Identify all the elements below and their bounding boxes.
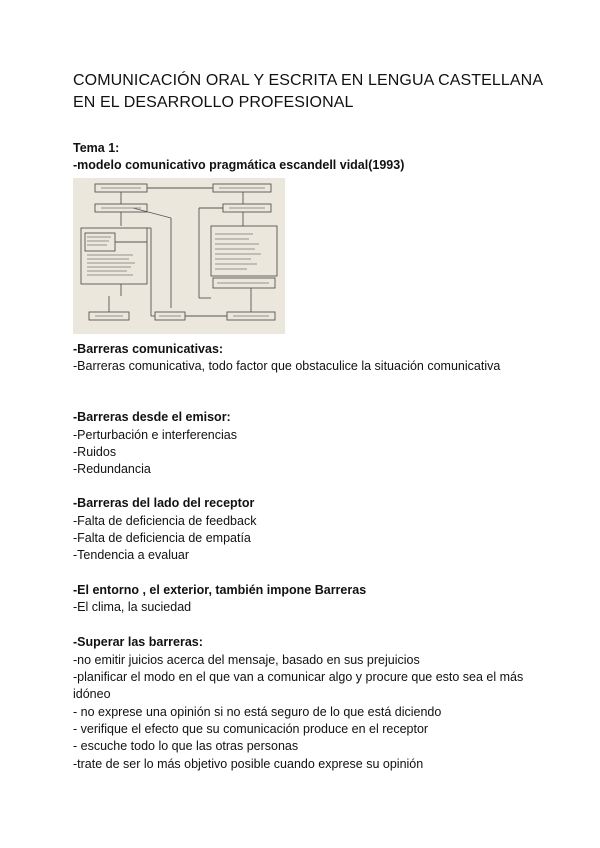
list-item: -no emitir juicios acerca del mensaje, basado en sus prejuicios: [73, 653, 420, 667]
list-item: -Tendencia a evaluar: [73, 548, 190, 562]
diagram-figure: [73, 178, 285, 334]
tema-heading: Tema 1:: [73, 141, 120, 155]
tema-subheading: -modelo comunicativo pragmática escandell vidal(1993): [73, 158, 405, 172]
list-item: -Falta de deficiencia de feedback: [73, 514, 257, 528]
document-title: COMUNICACIÓN ORAL Y ESCRITA EN LENGUA CASTELLANA EN EL DESARROLLO PROFESIONAL: [73, 72, 543, 111]
section-text: -Barreras comunicativa, todo factor que obstaculice la situación comunicativa: [73, 359, 501, 373]
list-item: -El clima, la suciedad: [73, 600, 192, 614]
list-item: - verifique el efecto que su comunicación produce en el receptor: [73, 722, 429, 736]
section-heading: -Superar las barreras:: [73, 635, 203, 649]
list-item: -Ruidos: [73, 445, 117, 459]
section-heading: -Barreras comunicativas:: [73, 342, 224, 356]
list-item: -Redundancia: [73, 462, 151, 476]
pragmatic-model-diagram: [73, 178, 285, 334]
section-heading: -El entorno , el exterior, también impone Barreras: [73, 583, 367, 597]
list-item: -Falta de deficiencia de empatía: [73, 531, 251, 545]
list-item: - escuche todo lo que las otras personas: [73, 739, 299, 753]
list-item: -trate de ser lo más objetivo posible cuando exprese su opinión: [73, 757, 424, 771]
section-heading: -Barreras del lado del receptor: [73, 496, 255, 510]
list-item: -planificar el modo en el que van a comunicar algo y procure que esto sea el más idóneo: [73, 670, 524, 701]
list-item: -Perturbación e interferencias: [73, 428, 237, 442]
list-item: - no exprese una opinión si no está seguro de lo que está diciendo: [73, 705, 442, 719]
section-heading: -Barreras desde el emisor:: [73, 410, 231, 424]
